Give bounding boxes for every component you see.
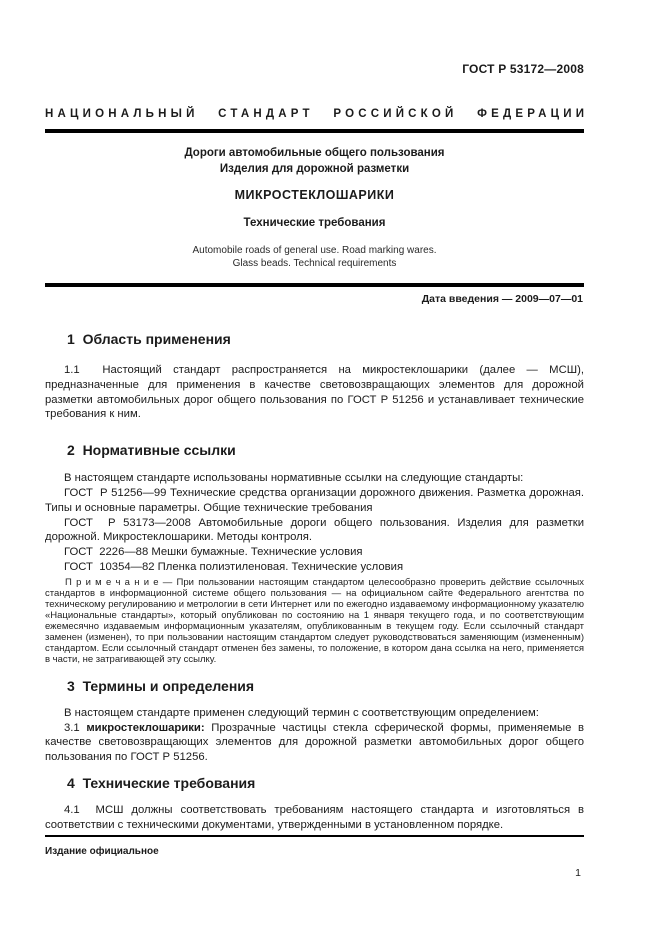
edition-note: Издание официальное <box>45 846 159 858</box>
section-4-heading: 4 Технические требования <box>67 774 256 791</box>
title-doc-type: Технические требования <box>243 217 386 229</box>
doc-number: ГОСТ Р 53172—2008 <box>462 62 584 76</box>
page-content <box>45 0 589 880</box>
section-1-heading: 1 Область применения <box>67 331 231 347</box>
references-note: П р и м е ч а н и е — При пользовании настоящим стандартом целесообразно проверить действие ссылочных стандартов в информационной системе общего пользования — на официальном сайте Федерального агентства по техническому регулированию и метрологии в сети Интернет или по ежегодно издаваемому информационному указателю «Национальные стандарты», который опубликован по состоянию на 1 января текущего года, и по соответствующим ежемесячно издаваемым информационным указателям, опубликованным в текущем году. Если ссылочный стандарт заменен (изменен), то при пользовании настоящим стандартом следует руководствоваться заменяющим (измененным) стандартом. Если ссылочный стандарт отменен без замены, то положение, в котором дана ссылка на него, применяется в части, не затрагивающей эту ссылку. <box>45 576 584 665</box>
section-2-heading: 2 Нормативные ссылки <box>67 442 236 459</box>
introduction-date: Дата введения — 2009—07—01 <box>421 293 583 305</box>
title-english-line-2: Glass beads. Technical requirements <box>232 258 397 269</box>
page-number: 1 <box>575 867 581 880</box>
title-subject-line-2: Изделия для дорожной разметки <box>219 163 410 175</box>
title-product: МИКРОСТЕКЛОШАРИКИ <box>234 188 395 202</box>
banner-word-1: НАЦИОНАЛЬНЫЙ <box>45 108 199 120</box>
title-rule <box>45 283 584 287</box>
paragraph-4-1: 4.1 МСШ должны соответствовать требованиям настоящего стандарта и изготовляться в соответствии с техническими документами, утвержденными в установленном порядке. <box>45 803 584 831</box>
reference-gost-51256: ГОСТ Р 51256—99 Технические средства организации дорожного движения. Разметка дорожная. Типы и основные параметры. Общие технические требования <box>45 486 584 514</box>
references-intro: В настоящем стандарте использованы нормативные ссылки на следующие стандарты: <box>64 472 524 485</box>
terms-intro: В настоящем стандарте применен следующий термин с соответствующим определением: <box>64 706 539 719</box>
title-subject-line-1: Дороги автомобильные общего пользования <box>184 147 445 159</box>
term-number: 3.1 <box>64 721 87 734</box>
title-english <box>45 244 584 270</box>
reference-gost-2226: ГОСТ 2226—88 Мешки бумажные. Технические условия <box>64 546 363 559</box>
title-subject <box>45 145 584 177</box>
section-3-heading: 3 Термины и определения <box>67 677 255 694</box>
footer-rule <box>45 835 584 838</box>
header-rule <box>45 129 584 133</box>
paragraph-1-1: 1.1 Настоящий стандарт распространяется на микростеклошарики (далее — МСШ), предназначенные для применения в качестве световозвращающих элементов для дорожной разметки автомобильных дорог общего пользования по ГОСТ Р 51256 и устанавливает технические требования к ним. <box>45 364 584 421</box>
banner-word-2: СТАНДАРТ <box>218 108 314 120</box>
banner-word-4: ФЕДЕРАЦИИ <box>477 108 589 120</box>
reference-gost-10354: ГОСТ 10354—82 Пленка полиэтиленовая. Технические условия <box>64 560 404 573</box>
term-name: микростеклошарики: <box>86 721 205 734</box>
reference-gost-53173: ГОСТ Р 53173—2008 Автомобильные дороги общего пользования. Изделия для разметки дорожной. Микростеклошарики. Методы контроля. <box>45 516 584 544</box>
term-definition: Прозрачные частицы стекла сферической формы, применяемые в качестве световозвращающих элементов для дорожной разметки автомобильных дорог общего пользования по ГОСТ Р 51256. <box>45 721 585 764</box>
title-english-line-1: Automobile roads of general use. Road marking wares. <box>192 245 437 256</box>
national-standard-banner <box>45 107 589 121</box>
paragraph-3-1 <box>45 721 584 765</box>
banner-word-3: РОССИЙСКОЙ <box>333 108 458 120</box>
